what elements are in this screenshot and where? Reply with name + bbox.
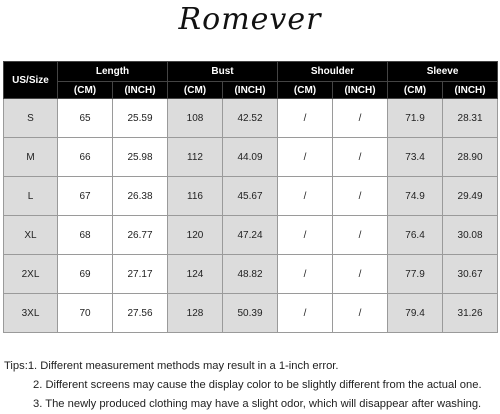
unit-header: (INCH)	[223, 82, 278, 99]
table-cell: 74.9	[388, 177, 443, 216]
table-cell: 124	[168, 255, 223, 294]
table-cell: /	[278, 99, 333, 138]
table-cell: 48.82	[223, 255, 278, 294]
table-row	[4, 177, 498, 216]
table-cell: 71.9	[388, 99, 443, 138]
brand-logo	[0, 0, 500, 50]
size-label: 2XL	[4, 255, 58, 294]
table-cell: 26.77	[113, 216, 168, 255]
tip-text: 1. Different measurement methods may result in a 1-inch error.	[27, 360, 339, 372]
table-cell: 70	[58, 294, 113, 333]
tip-line	[4, 357, 498, 376]
table-cell: 47.24	[223, 216, 278, 255]
table-cell: 28.31	[443, 99, 498, 138]
unit-header: (INCH)	[443, 82, 498, 99]
table-cell: 45.67	[223, 177, 278, 216]
unit-header: (CM)	[58, 82, 113, 99]
size-label: L	[4, 177, 58, 216]
table-cell: 77.9	[388, 255, 443, 294]
tip-text: 3. The newly produced clothing may have a slight odor, which will disappear after washing.	[33, 398, 482, 410]
table-row	[4, 216, 498, 255]
sleeve-header: Sleeve	[388, 62, 498, 82]
table-row	[4, 255, 498, 294]
brand-name: Romever	[178, 2, 322, 37]
table-cell: 66	[58, 138, 113, 177]
table-cell: 28.90	[443, 138, 498, 177]
table-cell: /	[333, 216, 388, 255]
table-cell: 30.67	[443, 255, 498, 294]
table-cell: /	[333, 99, 388, 138]
table-cell: 116	[168, 177, 223, 216]
size-label: M	[4, 138, 58, 177]
table-cell: 65	[58, 99, 113, 138]
bust-header: Bust	[168, 62, 278, 82]
size-chart-table	[3, 61, 498, 333]
size-label: S	[4, 99, 58, 138]
table-cell: 25.98	[113, 138, 168, 177]
table-cell: 120	[168, 216, 223, 255]
size-chart-body	[4, 99, 498, 333]
table-cell: 42.52	[223, 99, 278, 138]
tips-section	[4, 357, 498, 414]
table-row	[4, 294, 498, 333]
table-cell: 67	[58, 177, 113, 216]
table-cell: /	[278, 294, 333, 333]
table-cell: 30.08	[443, 216, 498, 255]
table-cell: /	[278, 177, 333, 216]
unit-header: (CM)	[168, 82, 223, 99]
size-label: 3XL	[4, 294, 58, 333]
unit-header: (INCH)	[113, 82, 168, 99]
unit-header: (CM)	[278, 82, 333, 99]
length-header: Length	[58, 62, 168, 82]
table-cell: 69	[58, 255, 113, 294]
shoulder-header: Shoulder	[278, 62, 388, 82]
unit-header: (CM)	[388, 82, 443, 99]
table-row	[4, 138, 498, 177]
table-cell: 73.4	[388, 138, 443, 177]
table-cell: /	[278, 255, 333, 294]
table-cell: 29.49	[443, 177, 498, 216]
table-cell: /	[333, 255, 388, 294]
table-cell: 25.59	[113, 99, 168, 138]
table-cell: /	[333, 294, 388, 333]
table-cell: 68	[58, 216, 113, 255]
table-cell: 26.38	[113, 177, 168, 216]
header-unit-row	[4, 82, 498, 99]
table-cell: 27.56	[113, 294, 168, 333]
table-cell: 27.17	[113, 255, 168, 294]
table-cell: /	[333, 177, 388, 216]
unit-header: (INCH)	[333, 82, 388, 99]
size-label: XL	[4, 216, 58, 255]
size-header: US/Size	[4, 62, 58, 99]
table-cell: 31.26	[443, 294, 498, 333]
table-cell: /	[278, 216, 333, 255]
table-cell: 76.4	[388, 216, 443, 255]
tip-line	[4, 395, 498, 414]
table-cell: 50.39	[223, 294, 278, 333]
table-cell: 44.09	[223, 138, 278, 177]
table-cell: /	[333, 138, 388, 177]
tips-prefix: Tips:	[4, 360, 28, 372]
table-cell: /	[278, 138, 333, 177]
table-row	[4, 99, 498, 138]
tip-text: 2. Different screens may cause the display color to be slightly different from the actual one.	[33, 379, 482, 391]
table-cell: 112	[168, 138, 223, 177]
table-cell: 128	[168, 294, 223, 333]
tip-line	[4, 376, 498, 395]
table-cell: 108	[168, 99, 223, 138]
table-cell: 79.4	[388, 294, 443, 333]
header-group-row	[4, 62, 498, 82]
